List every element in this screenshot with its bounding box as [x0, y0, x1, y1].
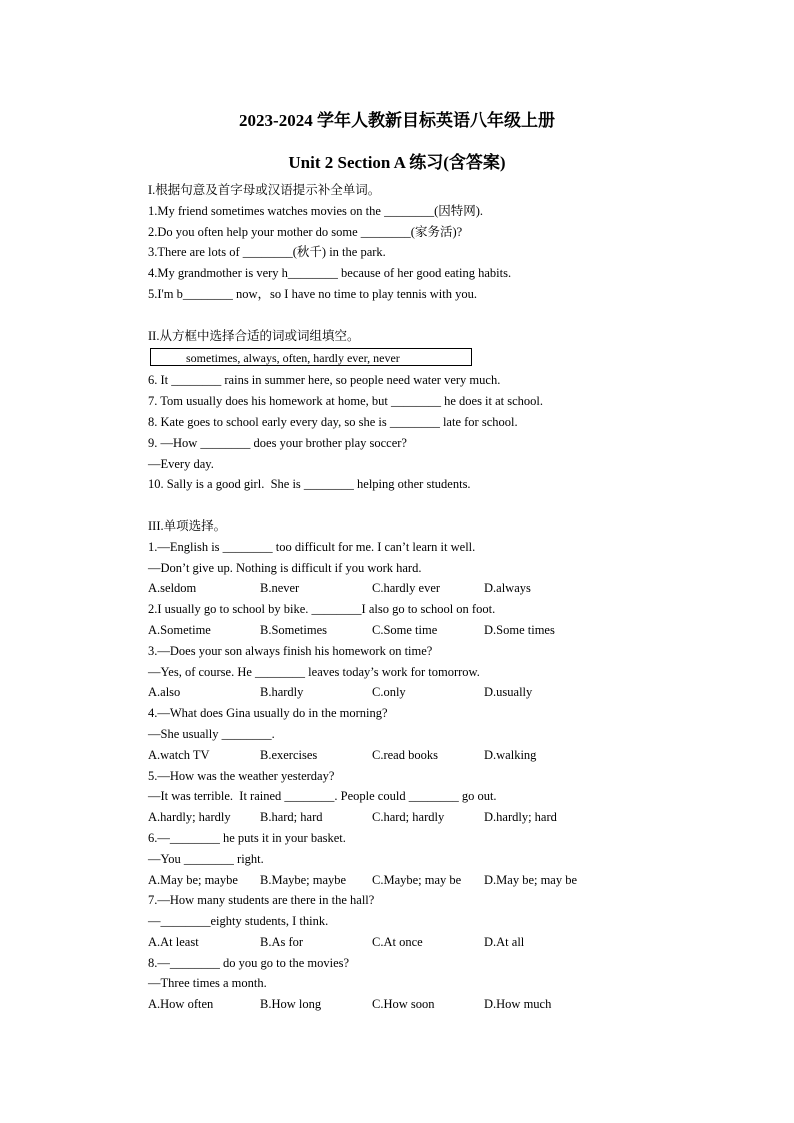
- option: D.walking: [484, 747, 537, 762]
- option: A.May be; maybe: [148, 872, 238, 887]
- section-3-heading: III.单项选择。: [148, 518, 227, 533]
- question-line: —Yes, of course. He ________ leaves today’s work for tomorrow.: [148, 664, 480, 679]
- section-2-item: 6. It ________ rains in summer here, so people need water very much.: [148, 373, 501, 388]
- question-line: 6.—________ he puts it in your basket.: [148, 830, 346, 845]
- question-line: 3.—Does your son always finish his homework on time?: [148, 643, 433, 658]
- section-2-heading: II.从方框中选择合适的词或词组填空。: [148, 328, 360, 343]
- option: A.hardly; hardly: [148, 810, 231, 825]
- section-2-item: 8. Kate goes to school early every day, so she is ________ late for school.: [148, 414, 518, 429]
- option: D.How much: [484, 997, 552, 1012]
- option-row: [148, 745, 648, 766]
- question-line: 4.—What does Gina usually do in the morning?: [148, 706, 388, 721]
- option: D.usually: [484, 685, 533, 700]
- option: C.hard; hardly: [372, 810, 445, 825]
- option: A.How often: [148, 997, 214, 1012]
- spacer: [148, 495, 648, 516]
- section-1-item: 5.I'm b________ now，so I have no time to play tennis with you.: [148, 286, 477, 301]
- option: D.Some times: [484, 622, 555, 637]
- option: C.Some time: [372, 622, 438, 637]
- option: C.hardly ever: [372, 581, 441, 596]
- option: B.Maybe; maybe: [260, 872, 347, 887]
- word-box-row: [148, 346, 648, 370]
- option: D.hardly; hard: [484, 810, 557, 825]
- option: D.At all: [484, 934, 525, 949]
- question-line: —Three times a month.: [148, 976, 267, 991]
- option-row: [148, 932, 648, 953]
- option: B.never: [260, 581, 300, 596]
- option-row: [148, 994, 648, 1015]
- option: A.watch TV: [148, 747, 210, 762]
- option: B.hard; hard: [260, 810, 323, 825]
- spacer: [148, 305, 648, 326]
- section-2-item: 9. —How ________ does your brother play soccer?: [148, 435, 407, 450]
- option: C.read books: [372, 747, 438, 762]
- option: A.At least: [148, 934, 199, 949]
- option: C.only: [372, 685, 406, 700]
- option: B.exercises: [260, 747, 318, 762]
- question-line: 5.—How was the weather yesterday?: [148, 768, 335, 783]
- document-title: 2023-2024 学年人教新目标英语八年级上册: [239, 111, 555, 130]
- option: A.also: [148, 685, 181, 700]
- option-row: [148, 620, 648, 641]
- option-row: [148, 807, 648, 828]
- question-line: 1.—English is ________ too difficult for me. I can’t learn it well.: [148, 539, 476, 554]
- option: D.May be; may be: [484, 872, 578, 887]
- option-row: [148, 870, 648, 891]
- option: B.How long: [260, 997, 322, 1012]
- option: B.Sometimes: [260, 622, 328, 637]
- question-line: 7.—How many students are there in the hall?: [148, 893, 375, 908]
- section-2-item: —Every day.: [148, 456, 214, 471]
- option: C.At once: [372, 934, 423, 949]
- section-1-item: 3.There are lots of ________(秋千) in the park.: [148, 245, 386, 260]
- option: C.How soon: [372, 997, 435, 1012]
- section-1-item: 1.My friend sometimes watches movies on the ________(因特网).: [148, 203, 484, 218]
- section-2-item: 7. Tom usually does his homework at home, but ________ he does it at school.: [148, 394, 544, 409]
- section-1-heading: I.根据句意及首字母或汉语提示补全单词。: [148, 183, 381, 197]
- exercise-body: [148, 180, 648, 1015]
- question-line: —You ________ right.: [148, 851, 264, 866]
- question-line: —She usually ________.: [148, 726, 275, 741]
- question-line: 2.I usually go to school by bike. ________I also go to school on foot.: [148, 602, 496, 617]
- question-line: —It was terrible. It rained ________. People could ________ go out.: [148, 789, 497, 804]
- option: A.seldom: [148, 581, 197, 596]
- section-1-item: 2.Do you often help your mother do some ________(家务活)?: [148, 224, 463, 239]
- question-line: —________eighty students, I think.: [148, 914, 329, 929]
- section-1-item: 4.My grandmother is very h________ because of her good eating habits.: [148, 266, 512, 281]
- question-line: —Don’t give up. Nothing is difficult if you work hard.: [148, 560, 422, 575]
- option-row: [148, 578, 648, 599]
- word-box: sometimes, always, often, hardly ever, never: [150, 348, 472, 366]
- option: C.Maybe; may be: [372, 872, 462, 887]
- document-subtitle: Unit 2 Section A 练习(含答案): [288, 153, 506, 172]
- option: B.hardly: [260, 685, 304, 700]
- question-line: 8.—________ do you go to the movies?: [148, 955, 350, 970]
- option: B.As for: [260, 934, 304, 949]
- option: D.always: [484, 581, 531, 596]
- option-row: [148, 682, 648, 703]
- section-2-item: 10. Sally is a good girl. She is ________ helping other students.: [148, 477, 471, 492]
- option: A.Sometime: [148, 622, 211, 637]
